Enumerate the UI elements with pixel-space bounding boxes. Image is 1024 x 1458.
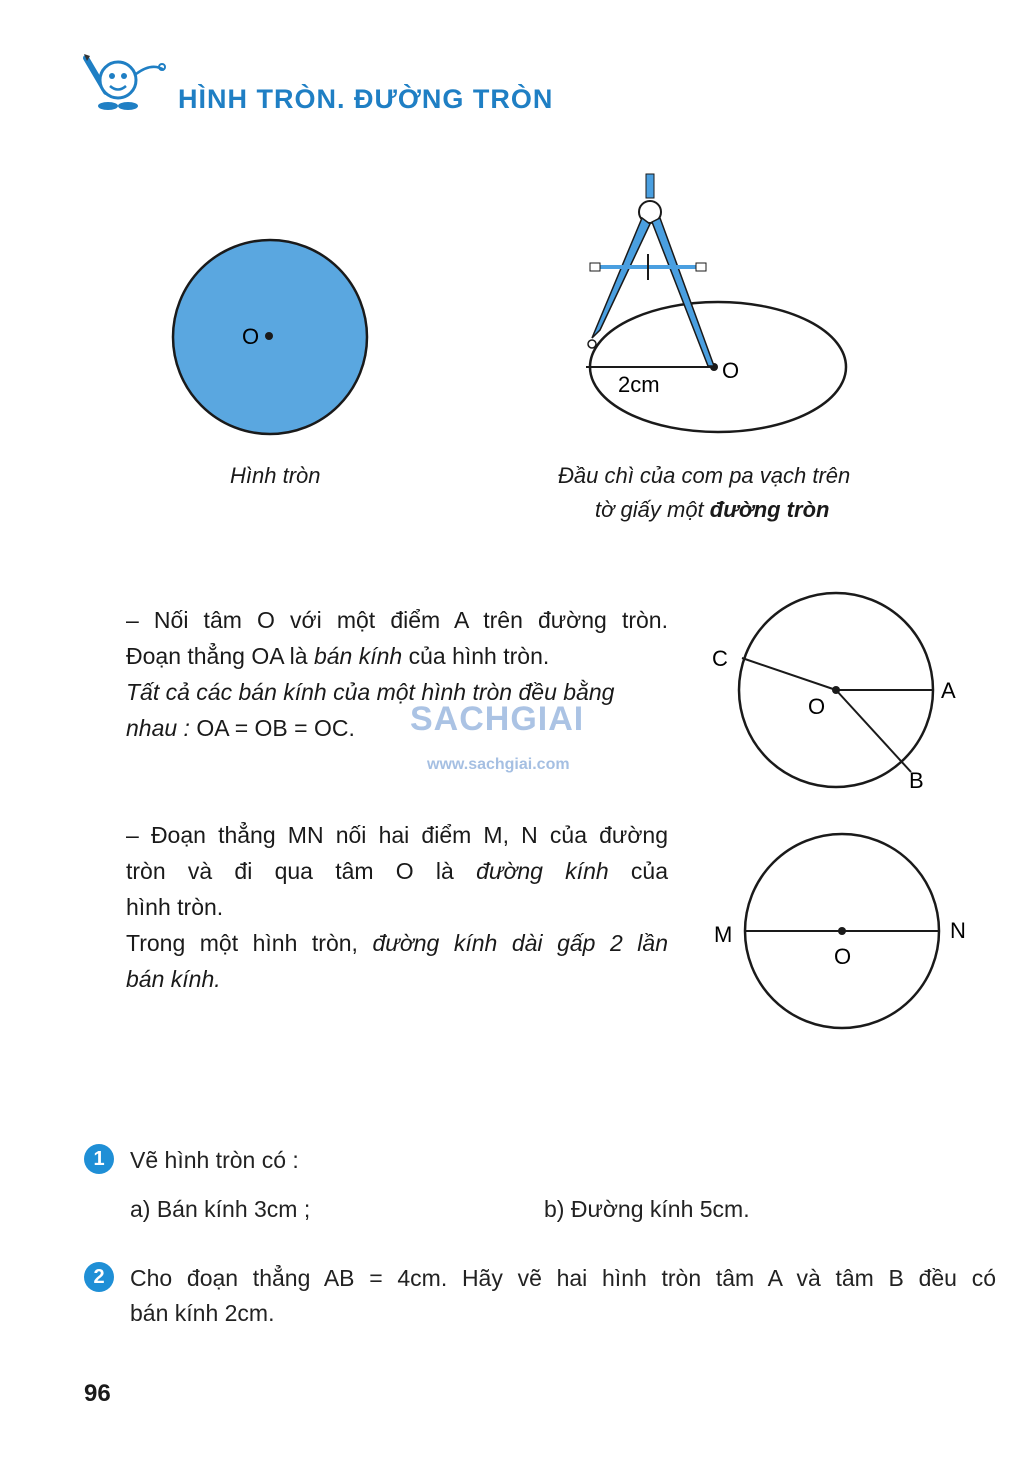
- diameter-paragraph: [126, 817, 668, 997]
- diameter-figure: [706, 826, 976, 1036]
- diameter-line4: Trong một hình tròn, đường kính dài gấp 2 lần: [126, 930, 668, 956]
- diameter-line3: hình tròn.: [126, 894, 224, 920]
- radius-line1: – Nối tâm O với một điểm A trên đường tròn.: [126, 607, 668, 633]
- radius-length-label: 2cm: [618, 372, 660, 397]
- exercise-2-line2: bán kính 2cm.: [130, 1300, 275, 1326]
- exercise-1-part-a: a) Bán kính 3cm ;: [130, 1196, 311, 1222]
- page-number: 96: [84, 1380, 111, 1407]
- compass-center-label: O: [722, 358, 740, 383]
- compass-caption-line2: tờ giấy một đường tròn: [595, 497, 830, 522]
- diameter-figure-point-m: M: [714, 922, 733, 947]
- diameter-line2: tròn và đi qua tâm O là đường kính của: [126, 858, 668, 884]
- compass-caption-line1: Đầu chì của com pa vạch trên: [558, 463, 851, 488]
- diameter-figure-point-n: N: [950, 918, 966, 943]
- exercise-1-badge: 1: [84, 1144, 114, 1174]
- disc-caption: Hình tròn: [230, 463, 321, 488]
- compass-figure: [576, 170, 856, 440]
- page-title: HÌNH TRÒN. ĐƯỜNG TRÒN: [178, 84, 554, 114]
- exercise-2-badge: 2: [84, 1262, 114, 1292]
- radius-line2: Đoạn thẳng OA là bán kính của hình tròn.: [126, 643, 550, 669]
- radius-figure-point-b: B: [909, 768, 924, 793]
- radius-figure-point-a: A: [941, 678, 956, 703]
- diameter-line5: bán kính.: [126, 966, 221, 992]
- radius-figure: [704, 590, 974, 800]
- radius-paragraph: [126, 602, 668, 746]
- exercise-2-line1: Cho đoạn thẳng AB = 4cm. Hãy vẽ hai hình tròn tâm A và tâm B đều có: [130, 1265, 996, 1291]
- mascot-icon: [80, 52, 170, 114]
- radius-line3: Tất cả các bán kính của một hình tròn đều bằng: [126, 679, 615, 705]
- watermark-logo: SACHGIAI: [410, 700, 585, 738]
- diameter-figure-center: O: [834, 944, 852, 969]
- compass-icon: [588, 174, 714, 366]
- radius-figure-point-c: C: [712, 646, 728, 671]
- radius-line4: nhau : OA = OB = OC.: [126, 715, 355, 741]
- watermark-url: www.sachgiai.com: [427, 756, 570, 773]
- disc-center-label: O: [242, 324, 260, 349]
- diameter-line1: – Đoạn thẳng MN nối hai điểm M, N của đường: [126, 822, 668, 848]
- exercise-1-part-b: b) Đường kính 5cm.: [544, 1196, 750, 1222]
- exercise-1-prompt: Vẽ hình tròn có :: [130, 1147, 299, 1173]
- radius-figure-center: O: [808, 694, 826, 719]
- disc-figure: [168, 236, 372, 440]
